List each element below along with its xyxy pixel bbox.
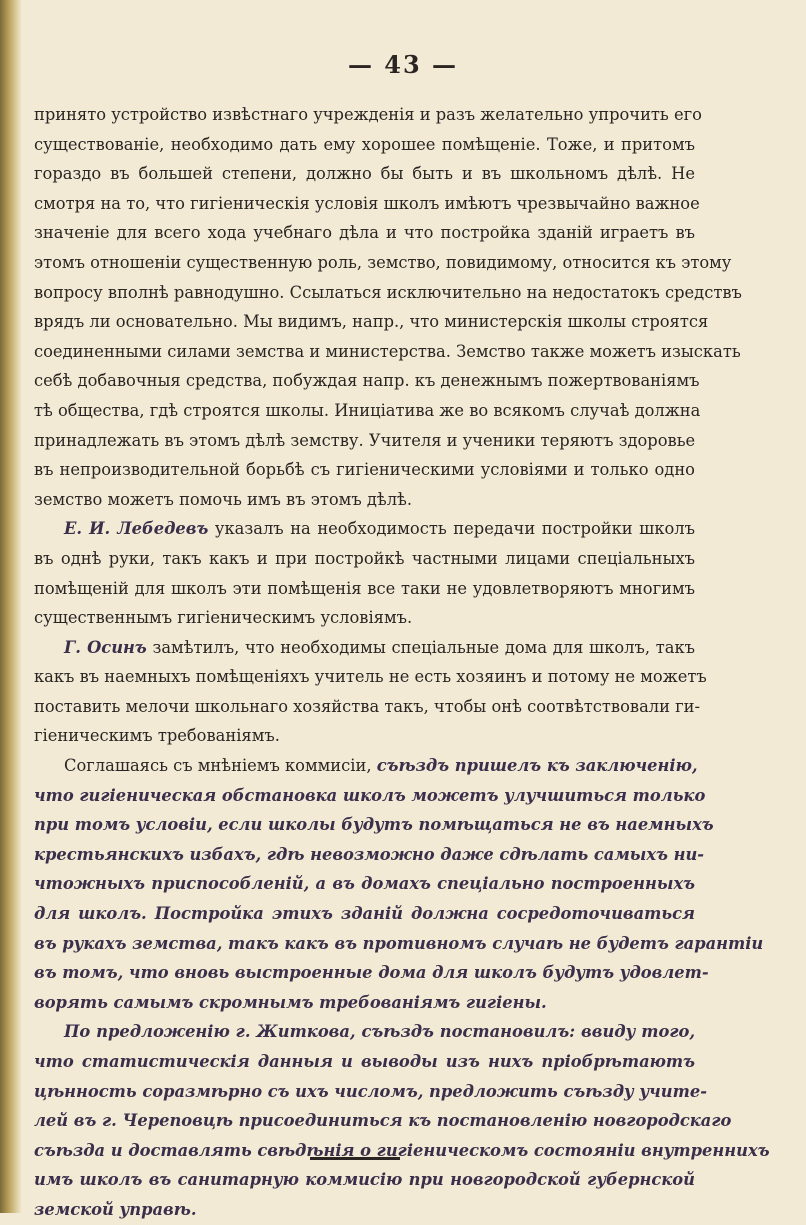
text-line: По предложенію г. Житкова, съѣздъ постановилъ: ввиду того, — [64, 1022, 695, 1042]
text-line: при томъ условіи, если школы будутъ помѣщаться не въ наемныхъ — [34, 815, 714, 835]
text-line: смотря на то, что гигіеническія условія школъ имѣютъ чрезвычайно важное — [34, 193, 700, 213]
page-binding-edge — [0, 0, 22, 1213]
text-line: въ однѣ руки, такъ какъ и при постройкѣ частными лицами спеціальныхъ — [34, 548, 695, 568]
paragraph-osin — [34, 633, 707, 751]
text-line: поставить мелочи школьнаго хозяйства такъ, чтобы онѣ соотвѣтствовали ги- — [34, 696, 701, 716]
text-line: крестьянскихъ избахъ, гдѣ невозможно даже сдѣлать самыхъ ни- — [34, 844, 705, 864]
speaker-name: Е. И. Лебедевъ — [64, 519, 209, 539]
text-line: существеннымъ гигіеническимъ условіямъ. — [34, 608, 413, 628]
text-line: что гигіеническая обстановка школъ можетъ улучшиться только — [34, 785, 706, 805]
text-line: принадлежать въ этомъ дѣлѣ земству. Учителя и ученики теряютъ здоровье — [34, 430, 696, 450]
text-line: въ томъ, что вновь выстроенные дома для школъ будутъ удовлет- — [34, 963, 709, 983]
paragraph-lebedev — [34, 514, 695, 632]
text-line: тѣ общества, гдѣ строятся школы. Иниціатива же во всякомъ случаѣ должна — [34, 400, 701, 420]
paragraph-1 — [34, 100, 742, 514]
text-line: соединенными силами земства и министерства. Земство также можетъ изыскать — [34, 341, 741, 361]
text-line: вопросу вполнѣ равнодушно. Ссылаться исключительно на недостатокъ средствъ — [34, 282, 742, 302]
text-line: значеніе для всего хода учебнаго дѣла и что постройка зданій играетъ въ — [34, 223, 695, 243]
italic-fragment: съѣздъ пришелъ къ заключенію, — [376, 756, 698, 776]
paragraph-resolution — [34, 751, 764, 1017]
text-line: помѣщеній для школъ эти помѣщенія все таки не удовлетворяютъ многимъ — [34, 578, 695, 598]
text-line: земство можетъ помочь имъ въ этомъ дѣлѣ. — [34, 489, 413, 509]
text-line: этомъ отношеніи существенную роль, земство, повидимому, относится къ этому — [34, 252, 732, 272]
text-line: лей въ г. Череповцѣ присоединиться къ постановленію новгородскаго — [34, 1111, 732, 1131]
text-line: гіеническимъ требованіямъ. — [34, 726, 280, 746]
body-text — [34, 100, 770, 1225]
closing-rule — [310, 1157, 400, 1160]
text-line: земской управѣ. — [34, 1199, 197, 1219]
text-line-first — [34, 633, 695, 663]
text-fragment: замѣтилъ, что необходимы спеціальные дома для школъ, такъ — [152, 637, 695, 657]
text-fragment: Соглашаясь съ мнѣніемъ коммисіи, — [64, 756, 372, 776]
page-number: — 43 — — [347, 50, 459, 79]
text-line: цѣнность соразмѣрно съ ихъ числомъ, предложить съѣзду учите- — [34, 1081, 707, 1101]
text-line: для школъ. Постройка этихъ зданій должна сосредоточиваться — [34, 904, 695, 924]
text-line-first — [34, 751, 698, 781]
text-line: себѣ добавочныя средства, побуждая напр. къ денежнымъ пожертвованіямъ — [34, 371, 700, 391]
text-line: въ непроизводительной борьбѣ съ гигіеническими условіями и только одно — [34, 460, 695, 480]
text-line: что статистическія данныя и выводы изъ нихъ пріобрѣтаютъ — [34, 1052, 695, 1071]
text-line-first — [34, 514, 695, 544]
text-line: гораздо въ большей степени, должно бы быть и въ школьномъ дѣлѣ. Не — [34, 164, 695, 184]
text-fragment: указалъ на необходимость передачи постройки школъ — [214, 519, 695, 539]
text-line: существованіе, необходимо дать ему хорошее помѣщеніе. Тоже, и притомъ — [34, 134, 695, 154]
paragraph-zhitkov — [34, 1017, 770, 1224]
text-line: въ рукахъ земства, такъ какъ въ противномъ случаѣ не будетъ гарантіи — [34, 933, 764, 953]
text-line: ворять самымъ скромнымъ требованіямъ гигіены. — [34, 992, 547, 1012]
speaker-name: Г. Осинъ — [64, 637, 147, 657]
text-line: какъ въ наемныхъ помѣщеніяхъ учитель не есть хозяинъ и потому не можетъ — [34, 667, 707, 687]
text-line: чтожныхъ приспособленій, а въ домахъ спеціально построенныхъ — [34, 874, 695, 894]
text-line: принято устройство извѣстнаго учрежденія и разъ желательно упрочить его — [34, 105, 702, 124]
text-line: имъ школъ въ санитарную коммисію при новгородской губернской — [34, 1170, 695, 1190]
text-line: врядъ ли основательно. Мы видимъ, напр., что министерскія школы строятся — [34, 312, 709, 332]
text-line: съѣзда и доставлять свѣдѣнія о гигіеническомъ состояніи внутреннихъ — [34, 1140, 770, 1160]
